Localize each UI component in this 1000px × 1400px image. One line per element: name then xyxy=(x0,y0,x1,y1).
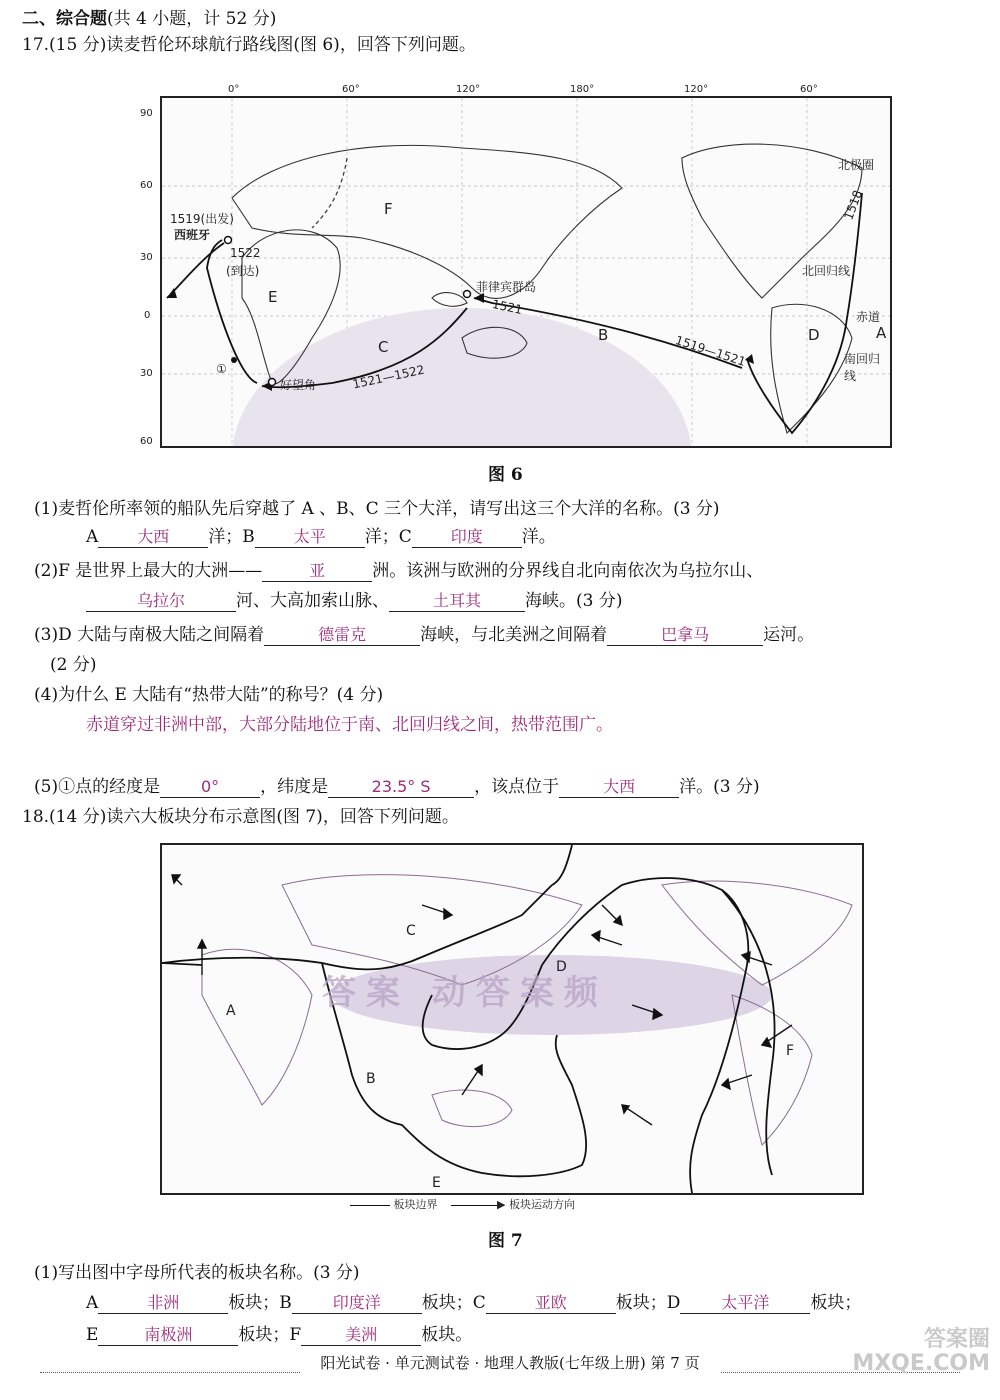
q17-2-line1: (2)F 是世界上最大的大洲—— 亚 洲。该洲与欧洲的分界线自北向南依次为乌拉尔山、 xyxy=(34,561,764,581)
start-year-label: 1519(出发) xyxy=(170,212,234,226)
legend-motion-label: 板块运动方向 xyxy=(508,1198,575,1211)
q17-stem: 17.(15 分)读麦哲伦环球航行路线图(图 6)，回答下列问题。 xyxy=(22,35,476,55)
answer-blank[interactable]: 大西 xyxy=(98,527,208,548)
spain-label: 西班牙 xyxy=(174,228,211,242)
q17-1-answers: A 大西 洋；B 太平 洋；C 印度 洋。 xyxy=(86,527,556,547)
q18-1-prompt: (1)写出图中字母所代表的板块名称。(3 分) xyxy=(34,1263,360,1283)
plate-letter-d: D xyxy=(556,959,567,975)
answer-blank[interactable]: 太平 xyxy=(255,527,365,548)
lon-label: 0° xyxy=(228,84,240,95)
figure-6-caption: 图 6 xyxy=(488,465,523,485)
return-note-label: (到达) xyxy=(226,264,260,278)
answer-blank[interactable]: 美洲 xyxy=(301,1325,421,1346)
watermark: 答案 动答案频 xyxy=(322,973,608,1013)
answer-blank[interactable]: 土耳其 xyxy=(389,591,525,612)
plate-letter-a: A xyxy=(226,1003,236,1019)
lat-label: 30 xyxy=(140,252,153,263)
corner-watermark-logo: 答案圈 MXQE.COM xyxy=(852,1327,990,1376)
lat-label: 30 xyxy=(140,368,153,379)
q17-4-answer: 赤道穿过非洲中部，大部分陆地位于南、北回归线之间，热带范围广。 xyxy=(86,715,613,735)
plate-letter-c: C xyxy=(406,923,416,939)
lon-label: 120° xyxy=(684,84,709,95)
q17-3-line1: (3)D 大陆与南极大陆之间隔着 德雷克 海峡，与北美洲之间隔着 巴拿马 运河。 xyxy=(34,625,815,645)
answer-blank[interactable]: 太平洋 xyxy=(680,1293,810,1314)
region-letter-c: C xyxy=(378,338,389,356)
lat-label: 60 xyxy=(140,180,153,191)
cape-label: 好望角 xyxy=(280,378,317,392)
equator-label: 赤道 xyxy=(856,310,881,324)
page-footer: 阳光试卷 · 单元测试卷 · 地理人教版(七年级上册) 第 7 页 xyxy=(300,1352,720,1373)
q18-1-answers-line1: A 非洲 板块；B 印度洋 板块；C 亚欧 板块；D 太平洋 板块； xyxy=(86,1293,862,1313)
q17-1-prompt: (1)麦哲伦所率领的船队先后穿越了 A 、B、C 三个大洋，请写出这三个大洋的名称。(3 分) xyxy=(34,499,720,519)
region-letter-d: D xyxy=(808,326,820,344)
lon-label: 180° xyxy=(570,84,595,95)
point-1-label: ① xyxy=(216,362,227,376)
answer-blank[interactable]: 亚 xyxy=(262,561,372,582)
legend-boundary-label: 板块边界 xyxy=(393,1198,438,1211)
q17-4-prompt: (4)为什么 E 大陆有“热带大陆”的称号？(4 分) xyxy=(34,685,384,705)
answer-blank[interactable]: 大西 xyxy=(559,777,679,798)
answer-blank[interactable]: 印度洋 xyxy=(292,1293,422,1314)
lon-label: 60° xyxy=(800,84,818,95)
plate-map-graphic xyxy=(162,845,862,1193)
answer-blank[interactable]: 非洲 xyxy=(98,1293,228,1314)
tropic-south-label: 南回归线 xyxy=(844,352,881,383)
plate-map-legend: 板块边界 ▶ 板块运动方向 xyxy=(350,1196,575,1212)
plate-letter-e: E xyxy=(432,1175,441,1191)
route-year-label: 1518 xyxy=(841,188,866,222)
route-map-graphic xyxy=(162,98,890,446)
region-letter-b: B xyxy=(598,326,609,344)
q18-stem: 18.(14 分)读六大板块分布示意图(图 7)，回答下列问题。 xyxy=(22,807,459,827)
answer-blank[interactable]: 亚欧 xyxy=(486,1293,616,1314)
tropic-north-label: 北回归线 xyxy=(802,264,851,278)
magellan-route-map xyxy=(140,84,892,448)
lat-label: 0 xyxy=(144,310,151,321)
q17-2-line2: 乌拉尔 河、大高加索山脉、 土耳其 海峡。(3 分) xyxy=(86,586,622,612)
lon-label: 60° xyxy=(342,84,360,95)
plate-letter-b: B xyxy=(366,1071,376,1087)
answer-blank[interactable]: 印度 xyxy=(412,527,522,548)
region-letter-e: E xyxy=(268,288,278,306)
route-year-label: 1521—1522 xyxy=(351,362,426,392)
answer-blank[interactable]: 巴拿马 xyxy=(607,625,763,646)
plate-letter-f: F xyxy=(786,1043,795,1059)
return-year-label: 1522 xyxy=(230,246,261,260)
plate-map xyxy=(160,843,864,1195)
lon-label: 120° xyxy=(456,84,481,95)
region-letter-f: F xyxy=(384,200,393,218)
q17-5-line: (5)①点的经度是 0° ，纬度是 23.5° S ，该点位于 大西 洋。(3 分) xyxy=(34,777,760,797)
answer-blank[interactable]: 南极洲 xyxy=(98,1325,238,1346)
region-letter-a: A xyxy=(876,324,887,342)
q18-1-answers-line2: E 南极洲 板块；F 美洲 板块。 xyxy=(86,1325,473,1345)
answer-blank[interactable]: 0° xyxy=(160,777,260,798)
route-year-label: 1521 xyxy=(490,296,524,318)
arctic-circle-label: 北极圈 xyxy=(838,158,875,172)
q17-3-score: (2 分) xyxy=(50,655,97,675)
route-year-label: 1519—1521 xyxy=(673,333,748,369)
answer-blank[interactable]: 乌拉尔 xyxy=(86,591,236,612)
figure-7-caption: 图 7 xyxy=(488,1231,523,1251)
answer-blank[interactable]: 23.5° S xyxy=(328,777,474,798)
answer-blank[interactable]: 德雷克 xyxy=(264,625,420,646)
section-title: 二、综合题(共 4 小题，计 52 分) xyxy=(22,9,277,29)
lat-label: 90 xyxy=(140,108,153,119)
lat-label: 60 xyxy=(140,436,153,447)
philippines-label: 菲律宾群岛 xyxy=(476,280,537,294)
